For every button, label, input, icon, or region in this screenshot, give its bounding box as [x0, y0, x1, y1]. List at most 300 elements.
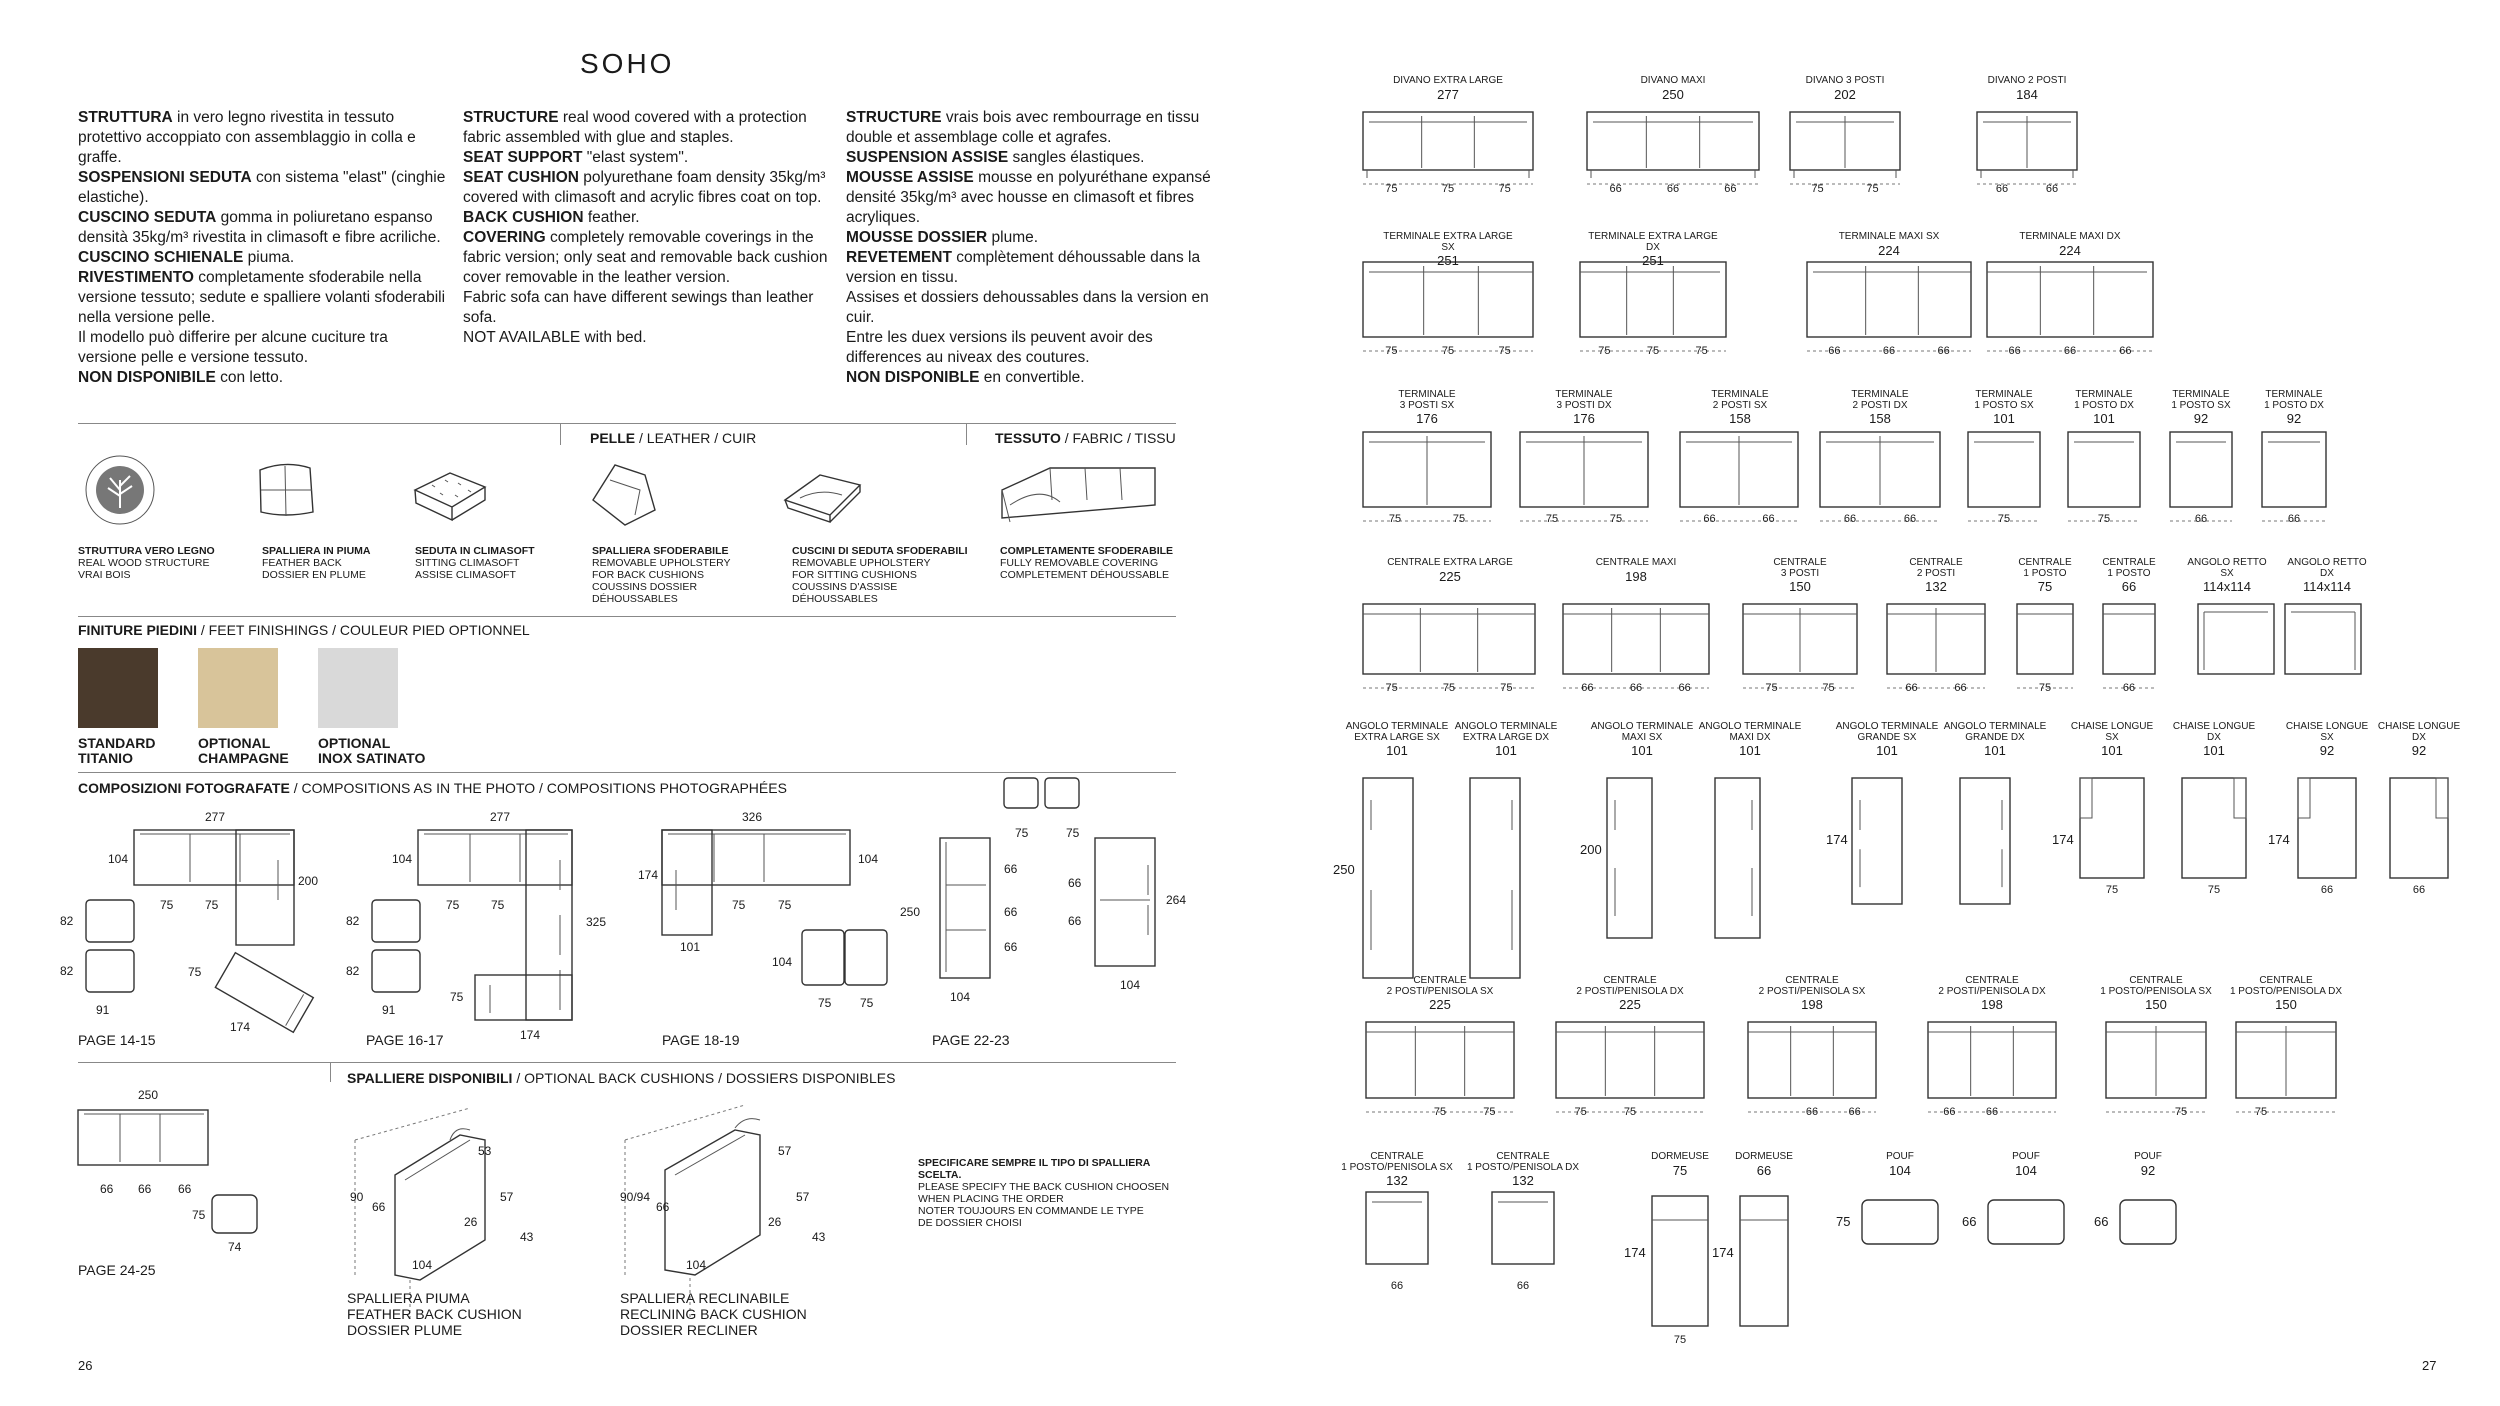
- module-name: DX: [2320, 567, 2334, 579]
- section-header-leather: PELLE / LEATHER / CUIR: [590, 430, 757, 446]
- dimension-label: 74: [228, 1240, 242, 1254]
- feature-subtitle: ASSISE CLIMASOFT: [415, 569, 516, 581]
- seat-width: 75: [1441, 345, 1455, 357]
- seat-width: 75: [1483, 1106, 1496, 1118]
- caption-line: SPALLIERA RECLINABILE: [620, 1290, 790, 1306]
- module-width: 158: [1869, 411, 1891, 426]
- module-name: ANGOLO TERMINALE: [1345, 721, 1449, 732]
- module-name: 2 POSTI/PENISOLA DX: [1938, 985, 2046, 997]
- description-text: vrais bois avec rembourrage en tissu double et assemblage colle et agrafes.: [846, 109, 1200, 146]
- seat-width: 75: [1385, 682, 1398, 694]
- module-name: 2 POSTI SX: [1712, 399, 1768, 411]
- module-name: TERMINALE: [1851, 389, 1909, 400]
- description-keyword: SEAT CUSHION: [463, 169, 579, 186]
- dimension-label: 104: [1120, 978, 1141, 992]
- dimension-label: 104: [686, 1258, 707, 1272]
- dimension-label: 277: [490, 810, 511, 824]
- dimension-label: 43: [520, 1230, 534, 1244]
- module-width: 92: [2286, 411, 2302, 426]
- dimension-label: 66: [656, 1200, 670, 1214]
- description-text: con letto.: [215, 369, 284, 386]
- note-line: WHEN PLACING THE ORDER: [918, 1193, 1064, 1205]
- module-name: 2 POSTI/PENISOLA DX: [1576, 985, 1684, 997]
- seat-width: 66: [1678, 682, 1691, 694]
- module-width: 66: [1756, 1162, 1772, 1178]
- pouf-outline: [1988, 1200, 2064, 1244]
- module-name: TERMINALE: [1975, 389, 2033, 400]
- module-width: 101: [1876, 743, 1898, 758]
- seat-width: 66: [1724, 183, 1737, 195]
- caption-line: FEATHER BACK CUSHION: [347, 1306, 522, 1322]
- module-label: [1810, 390, 1950, 426]
- seat-width: 66: [1805, 1106, 1819, 1118]
- description-keyword: SEAT SUPPORT: [463, 149, 583, 166]
- module-label: [1560, 976, 1700, 1012]
- seat-width: 66: [1848, 1106, 1861, 1118]
- module-name: DIVANO 2 POSTI: [1987, 75, 2067, 86]
- seat-width: 75: [1433, 1106, 1447, 1118]
- note-line: SPECIFICARE SEMPRE IL TIPO DI SPALLIERA SCELTA.: [918, 1157, 1150, 1181]
- module-width: 224: [1878, 242, 1900, 258]
- dimension-label: 57: [500, 1190, 514, 1204]
- seat-width: 66: [1762, 513, 1775, 525]
- seat-width: 66: [1937, 345, 1950, 357]
- description-keyword: RIVESTIMENTO: [78, 269, 194, 286]
- feature-title: SPALLIERA SFODERABILE: [592, 545, 729, 557]
- module-label: [1694, 1152, 1834, 1178]
- depth-label: 75: [1836, 1214, 1851, 1229]
- module-name: DIVANO 3 POSTI: [1805, 75, 1885, 86]
- module-label: [1680, 722, 1820, 758]
- dimension-label: 250: [138, 1088, 159, 1102]
- module-width: 132: [1925, 579, 1947, 594]
- module-label: [1603, 76, 1743, 102]
- module-name: TERMINALE MAXI SX: [1838, 231, 1940, 242]
- dimension-label: 75: [188, 965, 202, 979]
- module-width: 66: [2121, 579, 2137, 594]
- depth-label: 174: [2268, 832, 2290, 847]
- feature-subtitle: COUSSINS DOSSIER DÉHOUSSABLES: [592, 581, 698, 605]
- dimension-label: 66: [1004, 905, 1018, 919]
- module-width: 176: [1573, 411, 1595, 426]
- module-width: 225: [1439, 568, 1461, 584]
- module-name: CENTRALE: [1413, 975, 1467, 986]
- module-label: [1830, 1152, 1970, 1178]
- module-name: CENTRALE EXTRA LARGE: [1387, 557, 1513, 568]
- finish-type: STANDARD: [78, 735, 156, 751]
- dimension-label: 75: [1015, 826, 1029, 840]
- module-name: DIVANO EXTRA LARGE: [1393, 75, 1503, 86]
- module-name: DORMEUSE: [1651, 1151, 1709, 1162]
- seat-width: 75: [1441, 183, 1455, 195]
- module-label: [1370, 976, 1510, 1012]
- module-name: 3 POSTI DX: [1556, 399, 1612, 411]
- seat-width: 75: [1695, 345, 1708, 357]
- module-outline: [1580, 262, 1726, 337]
- corner-outline: [2285, 604, 2361, 674]
- module-name: DORMEUSE: [1735, 1151, 1793, 1162]
- description-text: mousse en polyuréthane expansé densité 35kg/m³ avec housse en climasoft et fibres acryliques.: [846, 169, 1211, 226]
- module-name: 1 POSTO SX: [1974, 399, 2034, 411]
- module-width: 104: [2015, 1162, 2037, 1178]
- module-name: ANGOLO TERMINALE: [1835, 721, 1939, 732]
- module-name: ANGOLO TERMINALE: [1698, 721, 1802, 732]
- module-name: POUF: [2012, 1151, 2040, 1162]
- dimension-label: 104: [772, 955, 793, 969]
- feature-title: CUSCINI DI SEDUTA SFODERABILI: [792, 545, 968, 557]
- description-keyword: SUSPENSION ASSISE: [846, 149, 1009, 166]
- module-width: 184: [2016, 86, 2038, 102]
- description-text: en convertible.: [979, 369, 1085, 386]
- dimension-label: 66: [1004, 862, 1018, 876]
- feature-title: COMPLETAMENTE SFODERABILE: [1000, 545, 1174, 557]
- feature-subtitle: FULLY REMOVABLE COVERING: [1000, 557, 1159, 569]
- dimension-label: 91: [382, 1003, 396, 1017]
- module-outline: [2298, 778, 2356, 878]
- dimension-label: 104: [950, 990, 971, 1004]
- module-outline: [2182, 778, 2246, 878]
- module-name: TERMINALE: [1711, 389, 1769, 400]
- module-outline: [1968, 432, 2040, 507]
- module-label: [1957, 76, 2097, 102]
- module-name: TERMINALE: [2075, 389, 2133, 400]
- page-reference: PAGE 22-23: [932, 1032, 1010, 1048]
- module-outline: [1748, 1022, 1876, 1098]
- module-name: SX: [2320, 731, 2334, 743]
- description-text: completely removable coverings in the fabric version; only seat and removable back cushion cover removable in the leather version.: [463, 229, 828, 286]
- module-label: [1922, 976, 2062, 1012]
- dimension-label: 66: [138, 1182, 152, 1196]
- description-text: "elast system".: [582, 149, 689, 166]
- module-outline: [1807, 262, 1971, 337]
- caption-line: SPALLIERA PIUMA: [347, 1290, 470, 1306]
- dimension-label: 75: [778, 898, 792, 912]
- module-name: CHAISE LONGUE: [2070, 721, 2154, 732]
- module-label: [2216, 976, 2356, 1012]
- page-number-left: 26: [78, 1358, 93, 1373]
- armrest: [2298, 778, 2310, 818]
- seat-width: 75: [1500, 682, 1513, 694]
- module-name: CENTRALE: [1496, 1151, 1550, 1162]
- module-label: [1453, 1152, 1593, 1188]
- module-width: 75: [2037, 579, 2053, 594]
- module-name: EXTRA LARGE SX: [1354, 731, 1440, 743]
- module-label: [1956, 1152, 2096, 1178]
- module-width: 114x114: [2303, 579, 2351, 594]
- module-name: ANGOLO TERMINALE: [1590, 721, 1694, 732]
- module-width: 101: [1386, 743, 1408, 758]
- description-text: Entre les duex versions ils peuvent avoir des differences au niveax des coutures.: [846, 329, 1153, 366]
- description-text: completamente sfoderabile nella versione tessuto; sedute e spalliere volanti sfoderabili nella versione pelle.: [78, 269, 446, 326]
- description-text: polyurethane foam density 35kg/m³ covered with climasoft and acrylic fibres coat on top.: [463, 169, 826, 206]
- module-width: 92: [2319, 743, 2335, 758]
- caption-line: DOSSIER RECLINER: [620, 1322, 758, 1338]
- description-keyword: CUSCINO SEDUTA: [78, 209, 217, 226]
- module-name: 1 POSTO: [2107, 567, 2151, 579]
- module-width: 101: [1993, 411, 2015, 426]
- description-keyword: NON DISPONIBILE: [78, 369, 216, 386]
- note-line: NOTER TOUJOURS EN COMMANDE LE TYPE: [918, 1205, 1144, 1217]
- daybed-outline: [1740, 1196, 1788, 1326]
- seat-width: 66: [2008, 345, 2021, 357]
- module-label: [1378, 76, 1518, 102]
- description-text: Assises et dossiers dehoussables dans la version en cuir.: [846, 289, 1209, 326]
- note-line: DE DOSSIER CHOISI: [918, 1217, 1022, 1229]
- module-width: 101: [1631, 743, 1653, 758]
- feature-subtitle: FOR BACK CUSHIONS: [592, 569, 705, 581]
- module-label: [1380, 558, 1520, 584]
- dimension-label: 43: [812, 1230, 826, 1244]
- module-name: 3 POSTI: [1780, 567, 1820, 579]
- module-outline: [1587, 112, 1759, 170]
- module-width: 101: [1739, 743, 1761, 758]
- module-name: ANGOLO TERMINALE: [1454, 721, 1558, 732]
- dimension-label: 75: [450, 990, 464, 1004]
- dimension-label: 75: [860, 996, 874, 1010]
- dimension-label: 174: [520, 1028, 541, 1042]
- module-name: 2 POSTI/PENISOLA SX: [1386, 985, 1494, 997]
- seat-width: 66: [1666, 183, 1680, 195]
- seat-width: 75: [2207, 884, 2221, 896]
- seat-width: 66: [2194, 513, 2208, 525]
- description-keyword: BACK CUSHION: [463, 209, 584, 226]
- dimension-label: 82: [60, 914, 74, 928]
- seat-width: 66: [2122, 682, 2136, 694]
- module-name: MAXI SX: [1621, 731, 1663, 743]
- module-name: TERMINALE: [1555, 389, 1613, 400]
- module-name: DX: [2412, 731, 2426, 743]
- module-name: TERMINALE EXTRA LARGE DX: [1588, 231, 1718, 253]
- section-header-back-cushions: SPALLIERE DISPONIBILI / OPTIONAL BACK CUSHIONS / DOSSIERS DISPONIBLES: [347, 1070, 896, 1086]
- module-width: 150: [2145, 997, 2167, 1012]
- depth-label: 174: [1624, 1245, 1646, 1260]
- module-outline: [1363, 262, 1533, 337]
- module-name: 3 POSTI SX: [1399, 399, 1455, 411]
- dimension-label: 91: [96, 1003, 110, 1017]
- feature-title: SEDUTA IN CLIMASOFT: [415, 545, 535, 557]
- module-outline: [1928, 1022, 2056, 1098]
- module-outline: [2262, 432, 2326, 507]
- seat-width: 75: [1574, 1106, 1587, 1118]
- corner-outline: [2198, 604, 2274, 674]
- seat-width: 66: [1516, 1280, 1530, 1292]
- seat-width: 66: [1995, 183, 2009, 195]
- dimension-label: 75: [192, 1208, 206, 1222]
- dimension-label: 104: [108, 852, 129, 866]
- section-header-compositions: COMPOSIZIONI FOTOGRAFATE / COMPOSITIONS AS IN THE PHOTO / COMPOSITIONS PHOTOGRAPHÉES: [78, 780, 787, 796]
- seat-width: 66: [1828, 345, 1841, 357]
- module-width: 225: [1619, 997, 1641, 1012]
- module-label: [1670, 390, 1810, 426]
- seat-width: 75: [1385, 183, 1398, 195]
- seat-width: 66: [2119, 345, 2132, 357]
- module-width: 198: [1801, 997, 1823, 1012]
- module-name: TERMINALE: [1398, 389, 1456, 400]
- description-keyword: STRUTTURA: [78, 109, 173, 126]
- module-label: [2257, 558, 2397, 594]
- module-outline: [1607, 778, 1652, 938]
- module-width: 101: [2101, 743, 2123, 758]
- module-label: [1742, 976, 1882, 1012]
- dimension-label: 53: [478, 1144, 492, 1158]
- module-name: ANGOLO RETTO: [2187, 557, 2267, 568]
- daybed-outline: [1652, 1196, 1708, 1326]
- module-width: 101: [1984, 743, 2006, 758]
- module-width: 202: [1834, 86, 1856, 102]
- module-outline: [2170, 432, 2232, 507]
- module-outline: [1556, 1022, 1704, 1098]
- module-name: 2 POSTI: [1916, 567, 1956, 579]
- feature-title: SPALLIERA IN PIUMA: [262, 545, 371, 557]
- module-name: 1 POSTO/PENISOLA SX: [1341, 1161, 1453, 1173]
- module-label: [2224, 390, 2364, 426]
- dimension-label: 326: [742, 810, 763, 824]
- module-name: CENTRALE: [1773, 557, 1827, 568]
- module-name: 1 POSTO: [2023, 567, 2067, 579]
- seat-width: 66: [2045, 183, 2059, 195]
- depth-label: 174: [1826, 832, 1848, 847]
- caption-line: RECLINING BACK CUSHION: [620, 1306, 807, 1322]
- dimension-label: 104: [392, 852, 413, 866]
- seat-width: 75: [1623, 1106, 1637, 1118]
- module-label: [1378, 232, 1518, 268]
- dimension-label: 104: [858, 852, 879, 866]
- module-name: 1 POSTO SX: [2171, 399, 2231, 411]
- page-reference: PAGE 16-17: [366, 1032, 444, 1048]
- module-name: 1 POSTO/PENISOLA DX: [2229, 985, 2343, 997]
- page-number-right: 27: [2422, 1358, 2437, 1373]
- seat-width: 66: [1905, 682, 1918, 694]
- module-name: SX: [2105, 731, 2119, 743]
- module-outline: [2390, 778, 2448, 878]
- module-width: 150: [2275, 997, 2297, 1012]
- module-name: DIVANO MAXI: [1640, 75, 1706, 86]
- dimension-label: 75: [446, 898, 460, 912]
- dimension-label: 250: [900, 905, 921, 919]
- seat-width: 66: [2287, 513, 2301, 525]
- description-text: piuma.: [243, 249, 295, 266]
- module-name: CHAISE LONGUE: [2377, 721, 2461, 732]
- module-width: 75: [1672, 1162, 1688, 1178]
- page-reference: PAGE 18-19: [662, 1032, 740, 1048]
- module-label: [2086, 976, 2226, 1012]
- dimension-label: 66: [1068, 876, 1082, 890]
- module-outline: [2068, 432, 2140, 507]
- module-outline: [1366, 1192, 1428, 1264]
- module-label: [1819, 232, 1959, 258]
- dimension-label: 75: [818, 996, 832, 1010]
- section-header-finishes: FINITURE PIEDINI / FEET FINISHINGS / COULEUR PIED OPTIONNEL: [78, 622, 530, 638]
- description-keyword: MOUSSE DOSSIER: [846, 229, 988, 246]
- seat-width: 75: [1498, 183, 1511, 195]
- module-name: TERMINALE MAXI DX: [2019, 231, 2121, 242]
- module-name: CENTRALE: [1603, 975, 1657, 986]
- feature-subtitle: SITTING CLIMASOFT: [415, 557, 520, 569]
- module-name: CENTRALE: [1965, 975, 2019, 986]
- page-title: SOHO: [580, 48, 675, 79]
- seat-width: 75: [1673, 1334, 1687, 1346]
- module-width: 132: [1512, 1173, 1534, 1188]
- module-name: CENTRALE: [2018, 557, 2072, 568]
- module-name: TERMINALE: [2265, 389, 2323, 400]
- description-text: con sistema "elast" (cinghie elastiche).: [78, 169, 446, 206]
- seat-width: 75: [1442, 682, 1456, 694]
- module-width: 250: [1662, 86, 1684, 102]
- feature-subtitle: REMOVABLE UPHOLSTERY: [792, 557, 931, 569]
- module-name: POUF: [2134, 1151, 2162, 1162]
- pouf-outline: [2120, 1200, 2176, 1244]
- pouf-outline: [1862, 1200, 1938, 1244]
- module-name: GRANDE SX: [1857, 731, 1917, 743]
- module-width: 176: [1416, 411, 1438, 426]
- module-name: EXTRA LARGE DX: [1462, 731, 1550, 743]
- module-width: 101: [1495, 743, 1517, 758]
- module-label: [1327, 1152, 1467, 1188]
- dimension-label: 75: [205, 898, 219, 912]
- seat-width: 66: [1581, 682, 1594, 694]
- module-name: CHAISE LONGUE: [2285, 721, 2369, 732]
- depth-label: 66: [1962, 1214, 1977, 1229]
- dimension-label: 82: [60, 964, 74, 978]
- depth-label: 174: [2052, 832, 2074, 847]
- dimension-label: 75: [1066, 826, 1080, 840]
- depth-label: 66: [2094, 1214, 2109, 1229]
- description-text: Fabric sofa can have different sewings than leather sofa.: [463, 289, 814, 326]
- seat-width: 75: [1646, 345, 1660, 357]
- seat-width: 75: [1452, 513, 1466, 525]
- depth-label: 250: [1333, 862, 1355, 877]
- feature-subtitle: COMPLETEMENT DÉHOUSSABLE: [1000, 569, 1170, 581]
- seat-width: 75: [1866, 183, 1879, 195]
- description-text: feather.: [583, 209, 640, 226]
- feature-subtitle: REMOVABLE UPHOLSTERY: [592, 557, 731, 569]
- dimension-label: 277: [205, 810, 226, 824]
- description-keyword: NON DISPONIBLE: [846, 369, 980, 386]
- feature-subtitle: VRAI BOIS: [78, 569, 131, 581]
- module-outline: [1987, 262, 2153, 337]
- module-name: 2 POSTI DX: [1852, 399, 1908, 411]
- module-name: TERMINALE: [2172, 389, 2230, 400]
- page-reference: PAGE 14-15: [78, 1032, 156, 1048]
- module-width: 225: [1429, 997, 1451, 1012]
- seat-width: 66: [1390, 1280, 1404, 1292]
- seat-width: 75: [1765, 682, 1778, 694]
- module-name: 2 POSTI/PENISOLA SX: [1758, 985, 1866, 997]
- module-width: 92: [2140, 1162, 2156, 1178]
- module-name: DX: [2207, 731, 2221, 743]
- dimension-label: 66: [1004, 940, 1018, 954]
- seat-width: 75: [1388, 513, 1402, 525]
- module-width: 224: [2059, 242, 2081, 258]
- seat-width: 75: [2038, 682, 2052, 694]
- description-text: sangles élastiques.: [1008, 149, 1145, 166]
- finish-name: TITANIO: [78, 750, 133, 766]
- module-width: 92: [2193, 411, 2209, 426]
- module-label: [1357, 390, 1497, 426]
- depth-label: 174: [1712, 1245, 1734, 1260]
- module-label: [1566, 558, 1706, 584]
- module-width: 101: [2203, 743, 2225, 758]
- seat-width: 66: [1985, 1106, 1999, 1118]
- module-name: CENTRALE: [1785, 975, 1839, 986]
- module-width: 198: [1625, 568, 1647, 584]
- module-outline: [1363, 112, 1533, 170]
- seat-width: 75: [2097, 513, 2111, 525]
- module-name: CENTRALE: [2259, 975, 2313, 986]
- caption-line: DOSSIER PLUME: [347, 1322, 463, 1338]
- armrest: [2436, 778, 2448, 818]
- feature-subtitle: FEATHER BACK: [262, 557, 342, 569]
